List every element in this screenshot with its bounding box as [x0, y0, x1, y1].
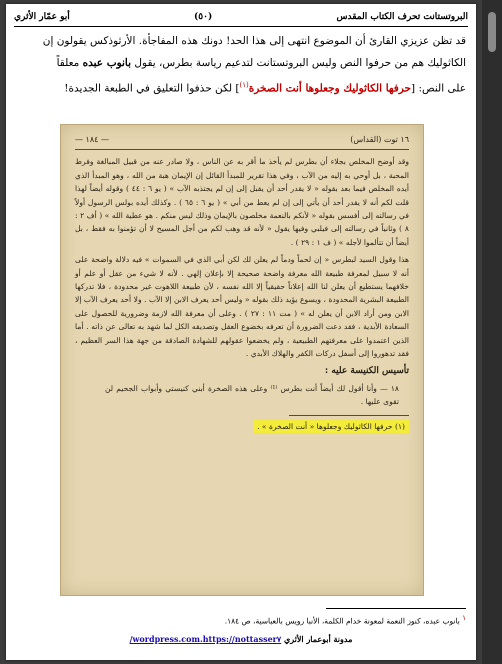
- footnote: [16, 614, 466, 626]
- scrollbar-thumb[interactable]: [488, 12, 496, 52]
- scan-header: [75, 133, 409, 146]
- author-name: بانوب عبده: [82, 57, 132, 69]
- header-author: أبو عمّار الأثري: [14, 12, 70, 22]
- scan-page-label: ١٦ توت (القداس): [350, 135, 409, 144]
- scan-page-number: — ١٨٤ —: [75, 135, 109, 144]
- footnote-divider: [326, 608, 466, 609]
- footnote-ref[interactable]: (١): [239, 81, 249, 89]
- footnote-text: بانوب عبده، كنوز النعمة لمعونة خدام الكلمة، الأنبا رويس بالعباسية، ص ١٨٤.: [224, 616, 460, 626]
- footer-blog-link[interactable]: https://nottasser٧.wordpress.com/: [129, 634, 282, 644]
- page-header: [14, 10, 468, 24]
- header-divider: [14, 26, 468, 27]
- scan-paragraph-2: هذا وقول السيد لبطرس « إن لحماً ودماً لم يعلن لك لكن أبي الذي في السموات » فيه دلالة واضحة على أنه لا سبيل لمعرفة طبيعة الله معرفة واضحة صحيحة إلا بإعلان إلهي . لأنه لا شيء من عقل أو علم أو خلافهما يستطيع أن يعلن لنا الله إعلاناً حقيقياً إلا الله نفسه ، لأن طبيعة اللاهوت غير محدودة ، فلا تدركها الطبيعة البشرية المحدودة ، ويسوع يؤيد ذلك بقوله « وليس أحد يعرف الابن إلا الآب . ولا أحد يعرف الآب إلا الابن ومن أراد الابن أن يعلن له » ( مت ١١ : ٢٧ ) . وعلى أن معرفة الله لازمة وضرورية للحصول على السعادة الأبدية ، فقد دعت الضرورة أن تعرفه بخضوع العقل وتصديقه الكل لما شهد به تعالى عن ذاته . أما الذين اعتمدوا على معرفتهم الطبيعية ، ولم يخضعوا عقولهم للشهادة الصادقة من جهة هذا السر العظيم ، فقد تدهوروا إلى أسفل دركات الكفر والهلاك الأبدي .: [75, 255, 410, 359]
- header-page-number: (٥٠): [194, 12, 213, 22]
- scanned-book-page: [60, 124, 424, 596]
- scan-paragraph-1: وقد أوضح المخلص بجلاء أن بطرس لم يأخذ ما أقر به عن الناس ، ولا صادر عنه من قبيل المبالغة وفرط المحبة ، بل أوحي به إليه من الآب ، وفي هذا تقرير للمبدأ القائل إن الإيمان هبة من الله ، وهو المبدأ الذي أيده المخلص فيما بعد بقوله « لا يقدر أحد أن يقبل إلى إن لم يجتذبه الآب » ( يو ٦ : ٤٤ ) وقوله أيضاً لهذا قلت لكم أنه لا يقدر أحد أن يأتي إلى إن لم يعط من أبي » ( يو ٦ : ٦٥ ) . وكذلك أيده بولس الرسول أولاً في رسالته إلى أفسس بقوله « لأنكم بالنعمة مخلصون بالإيمان وذلك ليس منكم . هو عطية الله » ( أف ٢ : ٨ ) وثانياً في رسالته إلى فيلبي وفيها يقول « لأنه قد وهب لكم من أجل المسيح لا أن تؤمنوا به فقط ، بل أيضاً أن تتألموا لأجله » ( ف ١ : ٢٩ ) .: [75, 157, 410, 247]
- body-text: [16, 30, 466, 100]
- scan-verse-quote: ١٨ — وأنا أقول لك أيضاً أنت بطرس ⁽¹⁾ وعلى هذه الصخرة أبني كنيستي وأبواب الجحيم لن تقوى عليها .: [105, 383, 399, 407]
- body-line-3: على النص: [حرفها الكاثوليك وجعلوها أنت الصخرة$^{(١)}$] لكن حذفوا التعليق في الطبعة الجديدة!: [64, 81, 466, 95]
- body-line-2: الكاثوليك هم من حرفوا النص وليس البروتستانت لتدعيم رياسة بطرس، يقول بانوب عبده معلقاً: [56, 57, 466, 69]
- vertical-scrollbar[interactable]: [482, 0, 502, 664]
- scan-footnote-divider: [289, 415, 409, 416]
- scan-divider: [75, 149, 409, 150]
- highlighted-quote: حرفها الكاثوليك وجعلوها أنت الصخرة: [248, 82, 412, 95]
- scan-subheading: تأسيس الكنيسة عليه :: [324, 365, 409, 376]
- page-footer: [6, 634, 476, 644]
- header-book-title: البروتستانت تحرف الكتاب المقدس: [336, 12, 468, 22]
- footer-blog-label: مدونة أبوعمار الأثري: [283, 634, 353, 644]
- footnote-marker: ١: [462, 614, 466, 622]
- scan-highlighted-footnote: (١) حرفها الكاثوليك وجعلوها « أنت الصخرة » .: [253, 420, 409, 433]
- document-page: [6, 4, 476, 660]
- body-line-1: قد تظن عزيزي القارئ أن الموضوع انتهى إلى هذا الحد! دونك هذه المفاجأة. الأرثوذكس يقولون إن: [42, 35, 466, 47]
